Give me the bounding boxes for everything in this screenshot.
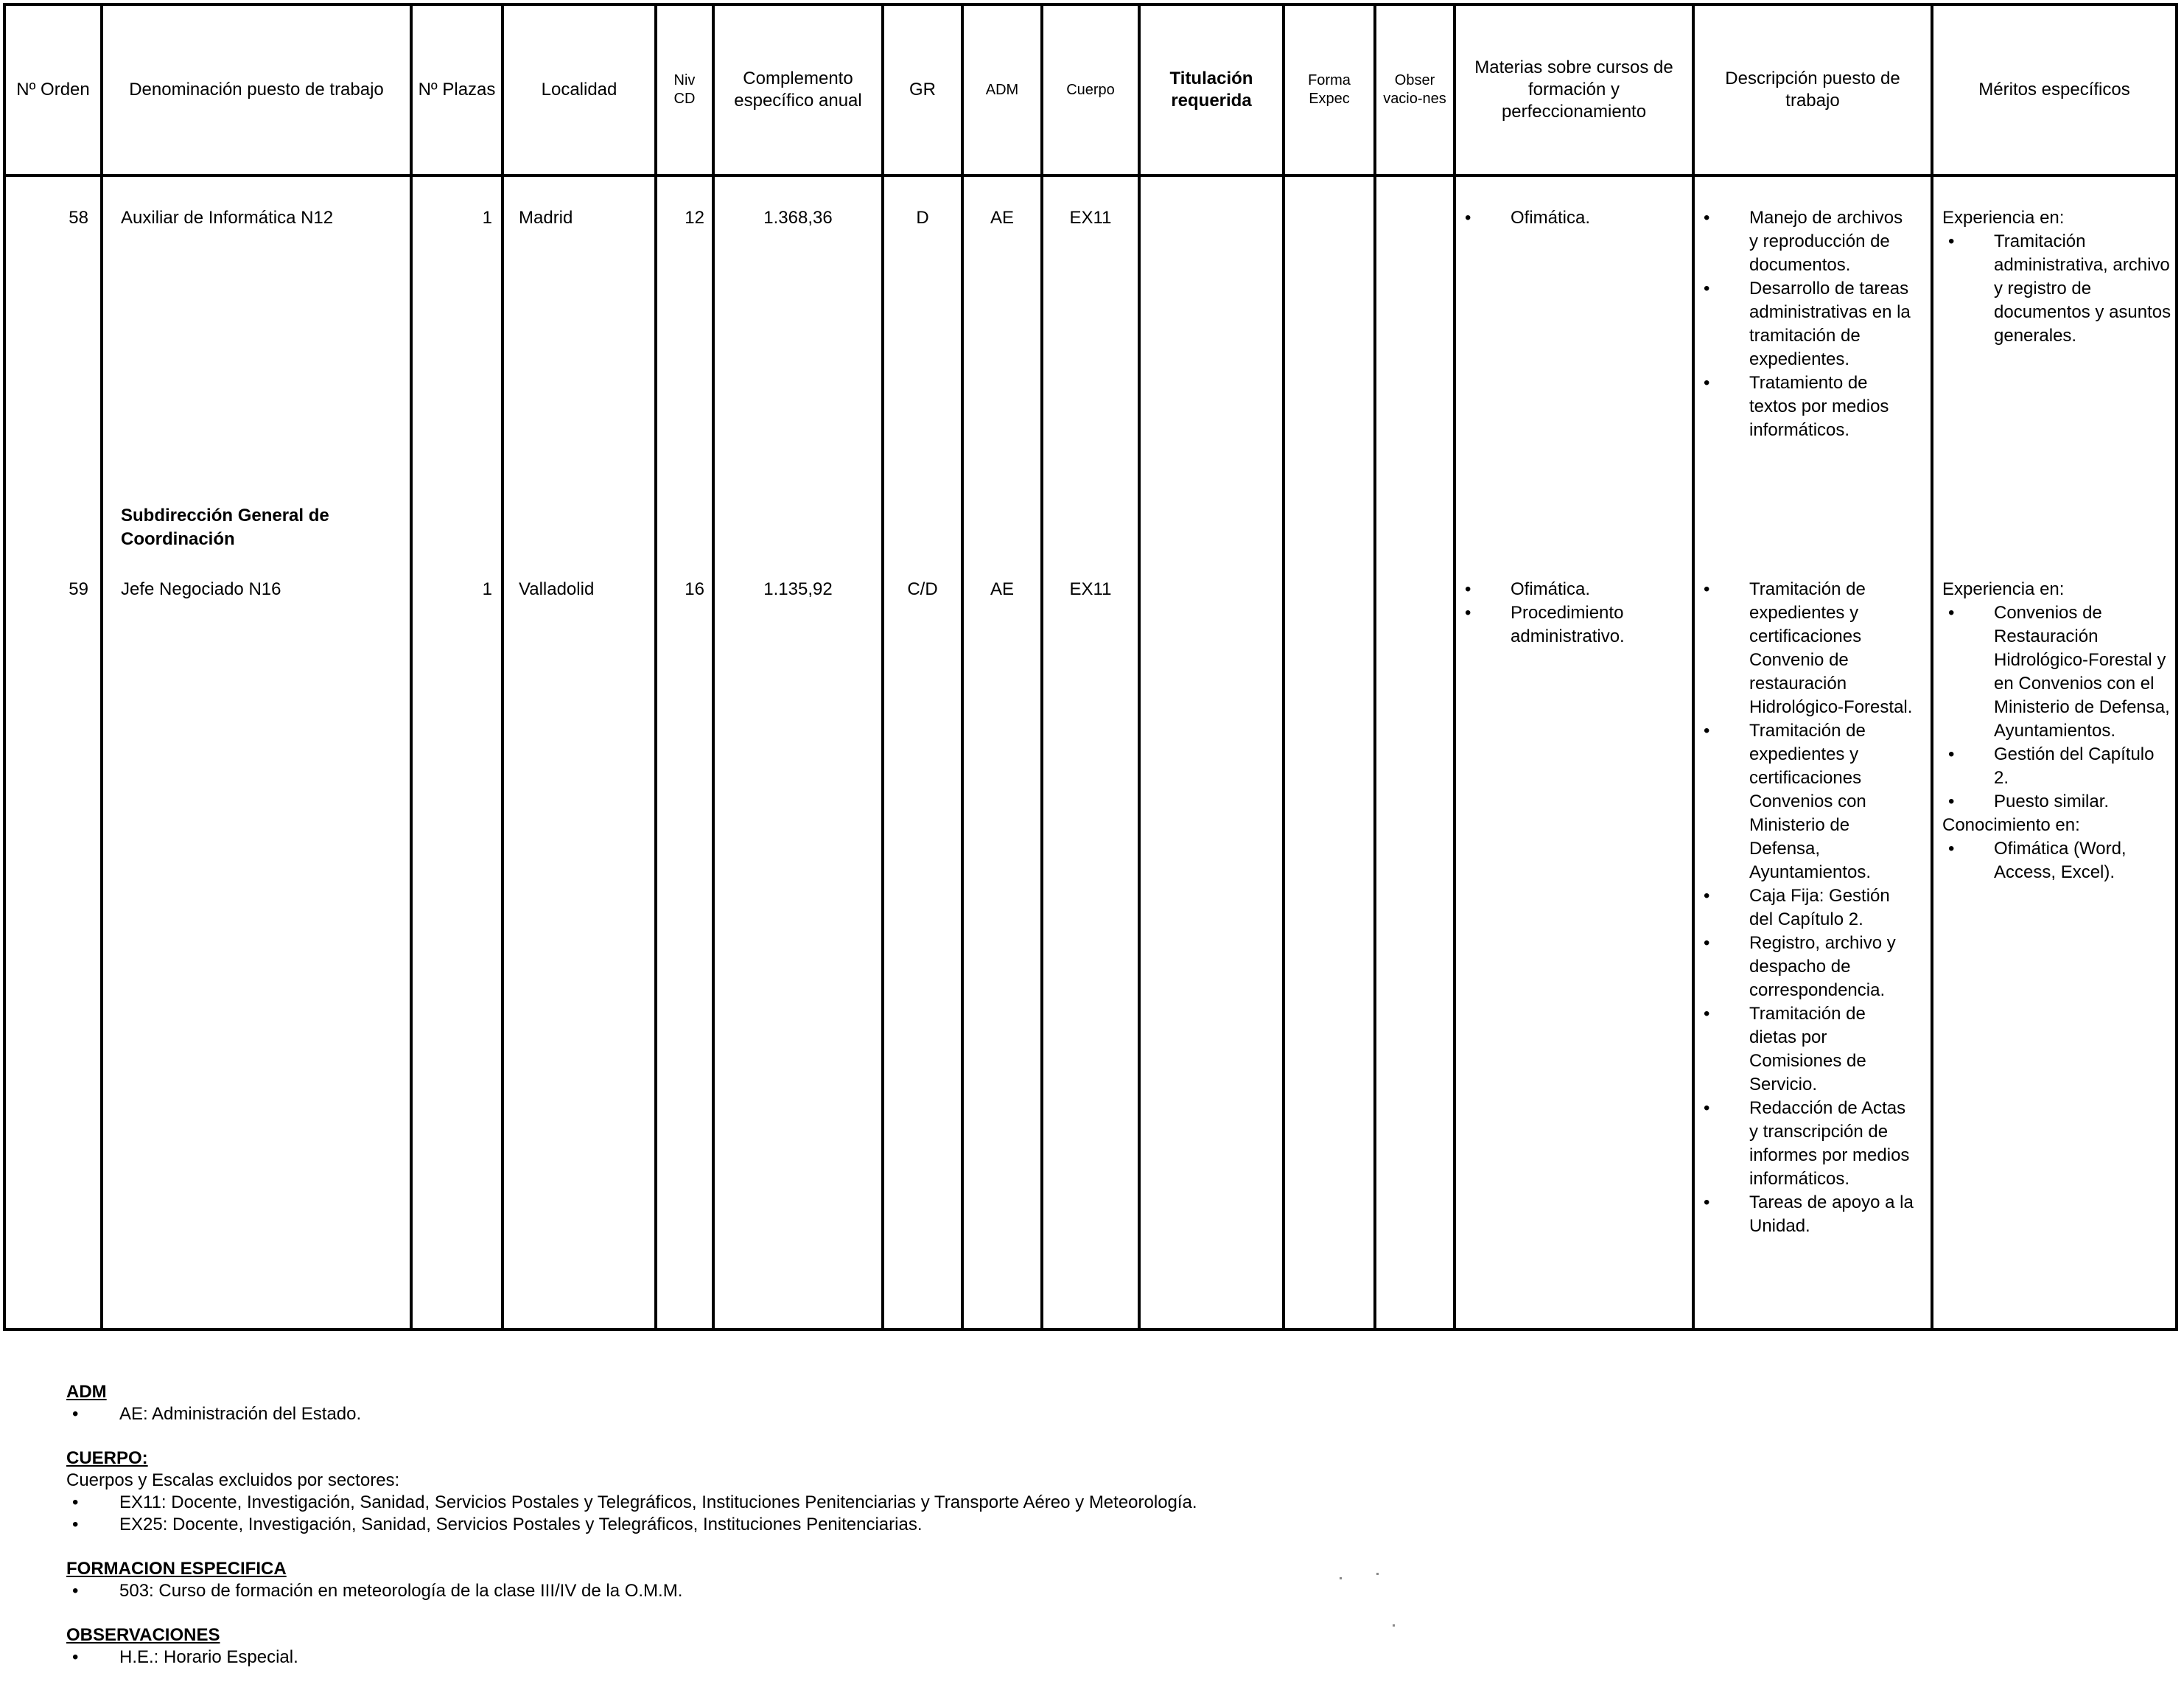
list-item: • H.E.: Horario Especial. bbox=[66, 1646, 1540, 1669]
column-divider bbox=[100, 6, 103, 1328]
row-58-nivel: 12 bbox=[685, 208, 704, 228]
column-divider bbox=[1040, 6, 1043, 1328]
row-58-cuerpo: EX11 bbox=[1069, 208, 1112, 228]
row-58-gr: D bbox=[916, 208, 929, 228]
legend-observaciones bbox=[66, 1624, 1540, 1669]
row-59-orden: 59 bbox=[69, 579, 88, 599]
header-nivel: Niv CD bbox=[673, 72, 696, 107]
header-materias: Materias sobre cursos de formación y perfeccionamiento bbox=[1474, 57, 1673, 122]
header-adm: ADM bbox=[985, 81, 1019, 98]
legend-formacion bbox=[66, 1558, 1540, 1602]
header-gr: GR bbox=[909, 80, 936, 99]
row-59-meritos bbox=[1942, 578, 2172, 884]
list-item: • Ofimática. bbox=[1459, 578, 1689, 601]
header-forma: Forma Expec bbox=[1308, 72, 1351, 107]
row-59-complemento: 1.135,92 bbox=[763, 579, 833, 599]
row-58-adm: AE bbox=[990, 208, 1014, 228]
row-58-localidad: Madrid bbox=[519, 208, 573, 228]
column-divider bbox=[1282, 6, 1285, 1328]
header-cuerpo: Cuerpo bbox=[1066, 81, 1115, 98]
list-item: • Tramitación de expedientes y certificaciones Convenios con Ministerio de Defensa, Ayuntamientos. bbox=[1698, 719, 1916, 884]
row-59-plazas: 1 bbox=[482, 579, 492, 599]
list-item: • Desarrollo de tareas administrativas en la tramitación de expedientes. bbox=[1698, 277, 1916, 371]
header-complemento: Complemento específico anual bbox=[734, 69, 862, 111]
meritos-intro: Experiencia en: bbox=[1942, 579, 2065, 599]
meritos-intro: Experiencia en: bbox=[1942, 208, 2065, 228]
list-item: • Tramitación de dietas por Comisiones de Servicio. bbox=[1698, 1002, 1916, 1097]
column-divider bbox=[1138, 6, 1141, 1328]
column-divider bbox=[961, 6, 964, 1328]
header-titulacion: Titulación requerida bbox=[1169, 69, 1253, 111]
positions-table bbox=[3, 3, 2178, 1331]
list-item: • AE: Administración del Estado. bbox=[66, 1403, 1540, 1425]
list-item: • Tramitación administrativa, archivo y registro de documentos y asuntos generales. bbox=[1942, 230, 2172, 348]
column-divider bbox=[881, 6, 884, 1328]
list-item: • EX11: Docente, Investigación, Sanidad, Servicios Postales y Telegráficos, Instituciones Penitenciarias y Transporte Aéreo y Meteorología. bbox=[66, 1492, 1540, 1514]
list-item: • EX25: Docente, Investigación, Sanidad, Servicios Postales y Telegráficos, Instituciones Penitenciarias. bbox=[66, 1514, 1540, 1536]
row-58-plazas: 1 bbox=[482, 208, 492, 228]
row-58-orden: 58 bbox=[69, 208, 88, 228]
list-item: • Procedimiento administrativo. bbox=[1459, 601, 1689, 649]
column-divider bbox=[712, 6, 715, 1328]
list-item: • Manejo de archivos y reproducción de documentos. bbox=[1698, 206, 1916, 277]
header-meritos: Méritos específicos bbox=[1978, 80, 2130, 99]
section-title: Subdirección General de Coordinación bbox=[121, 506, 329, 549]
header-plazas: Nº Plazas bbox=[418, 80, 496, 99]
list-item: • Ofimática. bbox=[1459, 206, 1689, 230]
row-59-materias bbox=[1459, 578, 1689, 649]
row-59-denominacion: Jefe Negociado N16 bbox=[121, 579, 281, 599]
legend-adm-title: ADM bbox=[66, 1382, 107, 1402]
legend bbox=[66, 1381, 1540, 1691]
row-58-meritos bbox=[1942, 206, 2172, 348]
legend-observaciones-title: OBSERVACIONES bbox=[66, 1625, 220, 1645]
list-item: • Gestión del Capítulo 2. bbox=[1942, 743, 2172, 790]
row-59-localidad: Valladolid bbox=[519, 579, 595, 599]
legend-adm bbox=[66, 1381, 1540, 1425]
scan-speck bbox=[1393, 1624, 1395, 1627]
legend-cuerpo bbox=[66, 1447, 1540, 1536]
list-item: • Redacción de Actas y transcripción de informes por medios informáticos. bbox=[1698, 1097, 1916, 1191]
list-item: • Tramitación de expedientes y certificaciones Convenio de restauración Hidrológico-Forestal. bbox=[1698, 578, 1916, 719]
scan-speck bbox=[1340, 1577, 1342, 1579]
legend-formacion-title: FORMACION ESPECIFICA bbox=[66, 1559, 287, 1579]
list-item: • 503: Curso de formación en meteorología de la clase III/IV de la O.M.M. bbox=[66, 1580, 1540, 1602]
list-item: • Tareas de apoyo a la Unidad. bbox=[1698, 1191, 1916, 1238]
column-divider bbox=[501, 6, 504, 1328]
list-item: • Ofimática (Word, Access, Excel). bbox=[1942, 837, 2172, 884]
header-descripcion: Descripción puesto de trabajo bbox=[1725, 69, 1900, 111]
list-item: • Convenios de Restauración Hidrológico-Forestal y en Convenios con el Ministerio de Defensa, Ayuntamientos. bbox=[1942, 601, 2172, 743]
row-59-descripcion bbox=[1698, 578, 1916, 1238]
row-58-descripcion bbox=[1698, 206, 1916, 442]
legend-cuerpo-intro: Cuerpos y Escalas excluidos por sectores: bbox=[66, 1470, 400, 1490]
column-divider bbox=[654, 6, 657, 1328]
row-59-adm: AE bbox=[990, 579, 1014, 599]
row-58-denominacion: Auxiliar de Informática N12 bbox=[121, 208, 334, 228]
list-item: • Tratamiento de textos por medios informáticos. bbox=[1698, 371, 1916, 442]
column-divider bbox=[1931, 6, 1933, 1328]
row-58-materias bbox=[1459, 206, 1689, 230]
row-59-nivel: 16 bbox=[685, 579, 704, 599]
header-localidad: Localidad bbox=[541, 80, 617, 99]
header-observaciones: Obser vacio-nes bbox=[1383, 72, 1446, 107]
list-item: • Registro, archivo y despacho de correspondencia. bbox=[1698, 932, 1916, 1002]
column-divider bbox=[410, 6, 413, 1328]
scan-speck bbox=[1376, 1573, 1379, 1575]
list-item: • Caja Fija: Gestión del Capítulo 2. bbox=[1698, 884, 1916, 932]
header-orden: Nº Orden bbox=[16, 80, 90, 99]
header-separator bbox=[6, 174, 2175, 177]
legend-cuerpo-title: CUERPO: bbox=[66, 1448, 148, 1468]
column-divider bbox=[1692, 6, 1695, 1328]
row-59-gr: C/D bbox=[907, 579, 938, 599]
row-58-complemento: 1.368,36 bbox=[763, 208, 833, 228]
row-59-cuerpo: EX11 bbox=[1069, 579, 1112, 599]
column-divider bbox=[1453, 6, 1456, 1328]
meritos-intro: Conocimiento en: bbox=[1942, 815, 2080, 835]
column-divider bbox=[1373, 6, 1376, 1328]
header-denominacion: Denominación puesto de trabajo bbox=[129, 80, 384, 99]
list-item: • Puesto similar. bbox=[1942, 790, 2172, 814]
